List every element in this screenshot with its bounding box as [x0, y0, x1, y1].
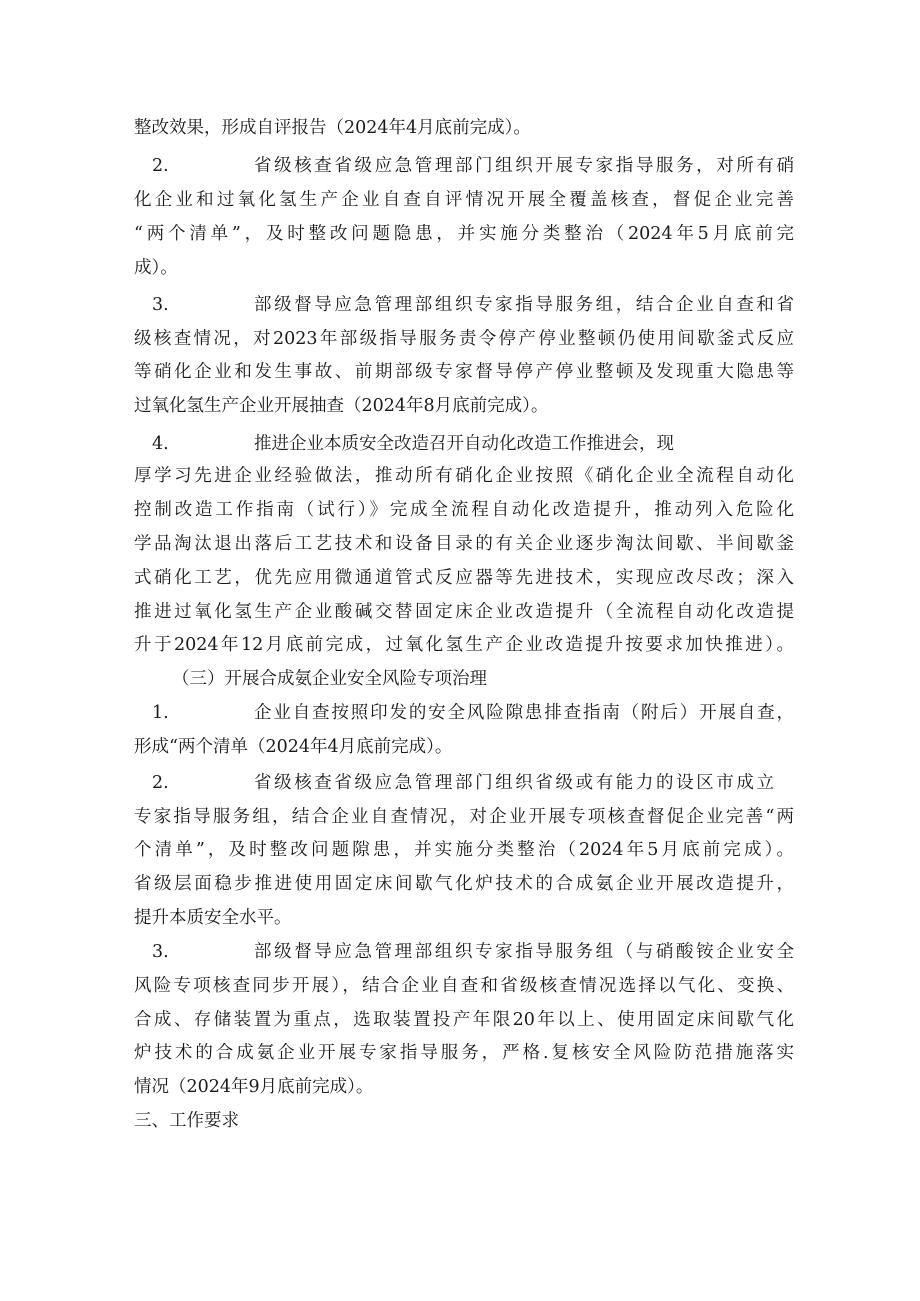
item-number: 3.: [152, 295, 169, 315]
text-line: 过氧化氢生产企业开展抽查（2024年8月底前完成）。: [134, 396, 549, 416]
item-number: 4.: [152, 434, 169, 454]
text-line: 合成、存储装置为重点，选取装置投产年限20年以上、使用固定床间歇气化: [134, 1010, 794, 1030]
text-line: 省级层面稳步推进使用固定床间歇气化炉技术的合成氨企业开展改造提升，: [134, 874, 794, 894]
text-line: “两个清单”，及时整改问题隐患，并实施分类整治（2024年5月底前完: [134, 224, 794, 244]
text-line: 省级核查省级应急管理部门组织开展专家指导服务，对所有硝: [254, 156, 794, 176]
text-line: 化企业和过氧化氢生产企业自查自评情况开展全覆盖核查，督促企业完善: [134, 190, 794, 210]
text-line: 情况（2024年9月底前完成）。: [134, 1077, 374, 1097]
text-line: 整改效果，形成自评报告（2024年4月底前完成）。: [134, 118, 531, 138]
text-line: 成）。: [134, 258, 178, 278]
text-line: 提升本质安全水平。: [134, 908, 292, 928]
text-line: 形成“两个清单（2024年4月底前完成）。: [134, 737, 453, 757]
item-number: 3.: [152, 942, 169, 962]
text-line: 炉技术的合成氨企业开展专家指导服务，严格.复核安全风险防范措施落实: [134, 1043, 794, 1063]
text-line: 个清单”，及时整改问题隙患，并实施分类整治（2024年5月底前完成）。: [134, 840, 794, 860]
text-line: 级核查情况，对2023年部级指导服务责令停产停业整顿仍使用间歇釜式反应: [134, 329, 794, 349]
text-line: 推进企业本质安全改造召开自动化改造工作推进会，现: [254, 434, 674, 454]
item-number: 2.: [152, 773, 169, 793]
section-heading: （三）开展合成氨企业安全风险专项治理: [172, 669, 487, 689]
text-line: 学品淘汰退出落后工艺技术和设备目录的有关企业逐步淘汰间歇、半间歇釜: [134, 534, 794, 554]
item-number: 1.: [152, 703, 169, 723]
text-line: 专家指导服务组，结合企业自查情况，对企业开展专项核查督促企业完善“两: [134, 807, 794, 827]
text-line: 省级核查省级应急管理部门组织省级或有能力的设区市成立: [254, 773, 774, 793]
text-line: 式硝化工艺，优先应用微通道管式反应器等先进技术，实现应改尽改；深入: [134, 568, 794, 588]
text-line: 企业自查按照印发的安全风险隙患排查指南（附后）开展自查，: [254, 703, 794, 723]
text-line: 厚学习先进企业经验做法，推动所有硝化企业按照《硝化企业全流程自动化: [134, 466, 794, 486]
item-number: 2.: [152, 156, 169, 176]
section-heading: 三、工作要求: [134, 1111, 239, 1131]
text-line: 升于2024年12月底前完成，过氧化氢生产企业改造提升按要求加快推进）。: [134, 635, 794, 655]
text-line: 控制改造工作指南（试行）》完成全流程自动化改造提升，推动列入危险化: [134, 500, 794, 520]
text-line: 部级督导应急管理部组织专家指导服务组，结合企业自查和省: [254, 295, 794, 315]
text-line: 风险专项核查同步开展），结合企业自查和省级核查情况选择以气化、变换、: [134, 976, 794, 996]
text-line: 推进过氧化氢生产企业酸碱交替固定床企业改造提升（全流程自动化改造提: [134, 602, 794, 622]
text-line: 部级督导应急管理部组织专家指导服务组（与硝酸铵企业安全: [254, 942, 794, 962]
text-line: 等硝化企业和发生事故、前期部级专家督导停产停业整顿及发现重大隐患等: [134, 362, 794, 382]
